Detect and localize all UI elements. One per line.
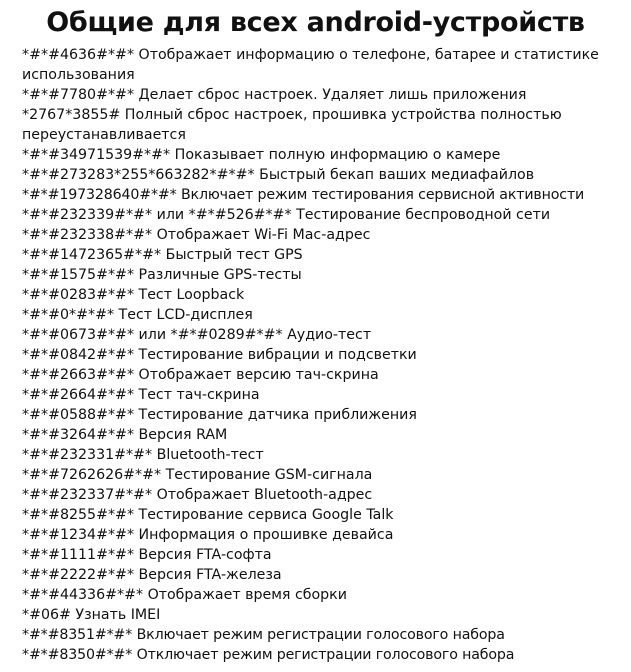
code-item: *#*#3264#*#* Версия RAM: [22, 427, 228, 443]
code-item: *#*#34971539#*#* Показывает полную информацию о камере: [22, 147, 501, 163]
code-item: *#*#232338#*#* Отображает Wi-Fi Mac-адрес: [22, 227, 371, 243]
code-list: [22, 45, 622, 665]
code-item: *#*#2664#*#* Тест тач-скрина: [22, 387, 260, 403]
code-item: *#*#0588#*#* Тестирование датчика приближения: [22, 407, 417, 423]
code-item: *2767*3855# Полный сброс настроек, прошивка устройства полностью переустанавливается: [22, 107, 562, 143]
code-item: *#*#197328640#*#* Включает режим тестирования сервисной активности: [22, 187, 585, 203]
code-item: *#*#44336#*#* Отображает время сборки: [22, 587, 347, 603]
code-item: *#*#1575#*#* Различные GPS-тесты: [22, 267, 302, 283]
code-item: *#*#0842#*#* Тестирование вибрации и подсветки: [22, 347, 417, 363]
code-item: *#*#273283*255*663282*#*#* Быстрый бекап ваших медиафайлов: [22, 167, 535, 183]
code-item: *#*#8255#*#* Тестирование сервиса Google Talk: [22, 507, 394, 523]
code-item: *#*#1472365#*#* Быстрый тест GPS: [22, 247, 303, 263]
code-item: *#*#1234#*#* Информация о прошивке девайса: [22, 527, 394, 543]
code-item: *#*#232337#*#* Отображает Bluetooth-адрес: [22, 487, 373, 503]
code-item: *#*#4636#*#* Отображает информацию о телефоне, батарее и статистике использования: [22, 47, 599, 83]
code-item: *#*#232339#*#* или *#*#526#*#* Тестирование беспроводной сети: [22, 207, 551, 223]
code-item: *#*#7262626#*#* Тестирование GSM-сигнала: [22, 467, 373, 483]
code-item: *#*#0*#*#* Тест LCD-дисплея: [22, 307, 253, 323]
page-title: Общие для всех android-устройств: [46, 7, 585, 38]
code-item: *#*#2663#*#* Отображает версию тач-скрина: [22, 367, 379, 383]
code-item: *#*#0283#*#* Тест Loopback: [22, 287, 245, 303]
code-item: *#*#1111#*#* Версия FTA-софта: [22, 547, 272, 563]
code-item: *#*#2222#*#* Версия FTA-железа: [22, 567, 282, 583]
code-item: *#06# Узнать IMEI: [22, 607, 161, 623]
code-item: *#*#0673#*#* или *#*#0289#*#* Аудио-тест: [22, 327, 372, 343]
code-item: *#*#7780#*#* Делает сброс настроек. Удаляет лишь приложения: [22, 87, 527, 103]
code-item: *#*#8350#*#* Отключает режим регистрации голосового набора: [22, 647, 515, 663]
code-item: *#*#232331#*#* Bluetooth-тест: [22, 447, 264, 463]
code-item: *#*#8351#*#* Включает режим регистрации голосового набора: [22, 627, 505, 643]
